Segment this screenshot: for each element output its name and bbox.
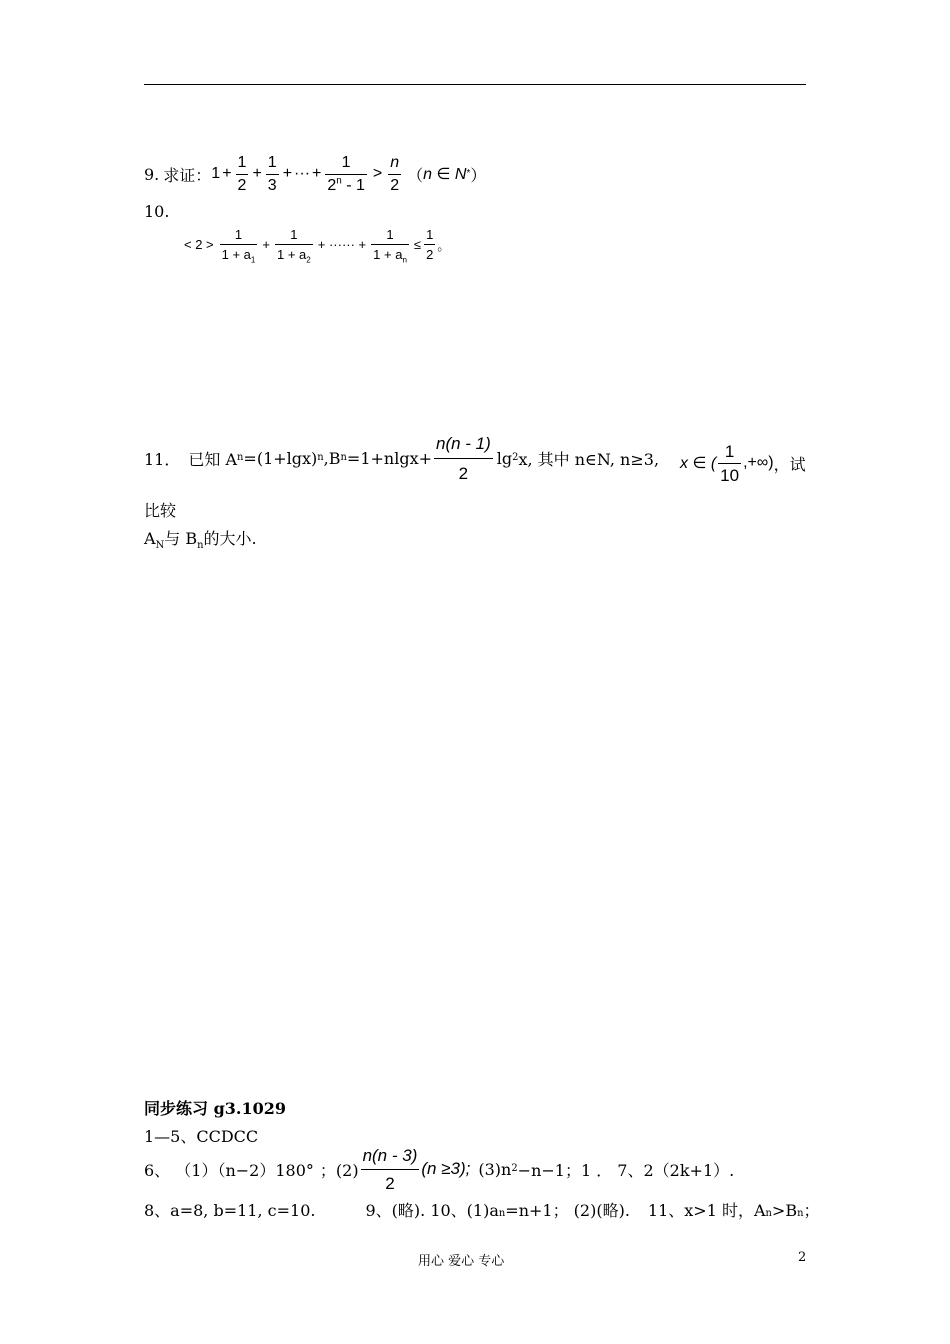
ans2-c: (n ≥3); [421, 1159, 471, 1178]
p10-plus-1: + [262, 237, 270, 252]
p9-f3-den [325, 175, 367, 194]
p10-t1-num: 1 [234, 227, 243, 242]
p11-text-e: lg [496, 448, 513, 468]
ans2-fraction [361, 1147, 420, 1192]
p11-text-d: =1+nlgx+ [346, 448, 432, 468]
p9-f2-den: 3 [267, 176, 277, 194]
ans2-num: n(n - 3) [362, 1145, 418, 1165]
p10-t1-sub: 1 [250, 255, 256, 265]
p11-text-a: 已知 A [188, 449, 238, 469]
p10-t3-sub: n [402, 255, 407, 265]
p9-fraction-4 [388, 155, 401, 194]
ans3-e: >B [771, 1201, 798, 1220]
p9-f3-num: 1 [341, 153, 351, 171]
p11-x-den: 10 [720, 465, 740, 485]
problem-10-formula [184, 227, 451, 265]
p9-f1-den: 2 [237, 176, 247, 194]
p11-line3-a: A [144, 529, 156, 548]
ans3-a: 8、a=8, b=11, c=10. [144, 1201, 316, 1220]
p11-frac-den: 2 [458, 463, 469, 483]
p10-t2-sub: 2 [306, 255, 311, 265]
ans3-d: 11、x>1 时，A [647, 1201, 766, 1220]
p10-t3-num: 1 [386, 227, 394, 242]
p11-fraction [434, 435, 493, 482]
p10-rhs [424, 228, 435, 261]
p10-term-3 [371, 227, 409, 265]
p10-t2-den-text: 1 + a [277, 247, 307, 262]
p10-end: 。 [437, 239, 451, 254]
p10-r-den: 2 [426, 247, 434, 262]
answers-line-3: 8、a=8, b=11, c=10. 9、(略). 10、(1)a n =n+1； (2)(略). 11、x>1 时，A n >B n ； [144, 1198, 820, 1221]
p10-t3-den [371, 247, 409, 265]
p10-term-1 [220, 227, 258, 265]
p11-frac-num: n(n - 1) [436, 433, 491, 453]
problem-9-label: 9. [144, 164, 160, 184]
p9-plus-1: + [222, 165, 232, 182]
ans3-c: =n+1； (2)(略). [505, 1201, 630, 1220]
p9-f3-den-tail: - 1 [346, 176, 365, 194]
p9-fraction-1 [236, 155, 249, 194]
problem-9: 9. 求证： 1 + $\frac{1}{2}$ + $\frac{1}{3}$ + ··· + $\frac{1}{2^n - 1}$ > $\frac{n}{2}$ （ n ∈ N * ） [144, 153, 487, 194]
p10-term-2 [275, 227, 313, 265]
p10-r-num: 1 [426, 227, 434, 242]
answers-line-1: 1—5、CCDCC [144, 1127, 259, 1146]
p10-t1-den [220, 247, 258, 265]
p10-t2-den [275, 247, 313, 265]
p11-x-fraction [718, 443, 741, 484]
p9-gt: > [372, 165, 383, 182]
p9-plus-3: + [282, 165, 293, 182]
ans2-e: −n−1；1 ． 7、2（2k+1）. [517, 1160, 735, 1180]
p10-dots: + ······ + [317, 237, 367, 252]
ans3-f: ； [803, 1201, 820, 1220]
footer-center: 用心 爱心 专心 [418, 1254, 505, 1269]
p11-try: ，试 [773, 454, 806, 474]
header-rule [144, 84, 806, 85]
p9-f4-num: n [390, 153, 400, 171]
p11-text-b: =(1+lgx) [243, 448, 318, 468]
p11-line3 [144, 526, 257, 552]
p11-line3-b: 与 B [164, 529, 198, 548]
problem-9-prompt: 求证： [163, 165, 212, 185]
p11-text-f: x, 其中 n∈N, n≥3, [518, 449, 660, 469]
p10-t2-num: 1 [290, 227, 298, 242]
ans2-a: 6、 （1）（n−2）180° [144, 1160, 314, 1180]
ans2-d: (3)n [478, 1159, 512, 1179]
p9-f4-den: 2 [390, 176, 400, 194]
p9-cond-close: ） [470, 165, 487, 185]
p9-f2-num: 1 [267, 153, 277, 171]
p11-x-num: 1 [724, 441, 735, 461]
page-number: 2 [798, 1250, 807, 1265]
p9-plus-4: + [312, 165, 322, 182]
p9-fraction-3 [325, 155, 367, 194]
ans2-b: ；(2) [319, 1160, 359, 1180]
p9-f1-num: 1 [237, 153, 247, 171]
answers-heading: 同步练习 g3.1029 [144, 1099, 286, 1118]
p11-line2: 比较 [144, 501, 177, 520]
ans2-den: 2 [385, 1173, 395, 1193]
problem-10-label: 10. [144, 202, 170, 221]
p9-plus-2: + [252, 165, 262, 182]
p10-t1-den-text: 1 + a [221, 247, 251, 262]
p11-label: 11． [144, 449, 181, 469]
p11-interval [680, 438, 806, 488]
p11-text-c: ,B [323, 448, 341, 468]
p10-t3-den-text: 1 + a [373, 247, 403, 262]
ans3-b: 9、(略). 10、(1)a [365, 1201, 499, 1220]
p9-dots: ··· [294, 165, 311, 182]
p11-line3-c: 的大小. [203, 529, 257, 548]
p9-cond: n ∈ N [423, 166, 467, 183]
p9-fraction-2 [266, 155, 279, 194]
answers-line-2: 6、 （1）（n−2）180° ；(2) $\frac{n(n - 3)}{2}$ (n ≥3); (3)n 2 −n−1；1 ． 7、2（2k+1）. [144, 1145, 735, 1193]
p11-line3-sub1: N [155, 540, 165, 552]
p11-x-tail: ,+∞) [743, 454, 774, 471]
p9-one: 1 [211, 165, 221, 182]
p10-tag: < 2 > [184, 237, 214, 252]
p11-line3-sub2: n [197, 540, 204, 552]
problem-11: 11． 已知 A n =(1+lgx) n ,B n =1+nlgx+ $\frac{n(n - 1)}{2}$ lg 2 x, 其中 n∈N, n≥3, [144, 433, 660, 483]
p11-x-in: x ∈ ( [680, 455, 717, 472]
p9-f3-den-exp: n [336, 175, 342, 187]
p10-le: ≤ [413, 237, 422, 252]
p9-f3-den-base: 2 [327, 176, 337, 194]
p9-cond-open: （ [407, 165, 424, 185]
